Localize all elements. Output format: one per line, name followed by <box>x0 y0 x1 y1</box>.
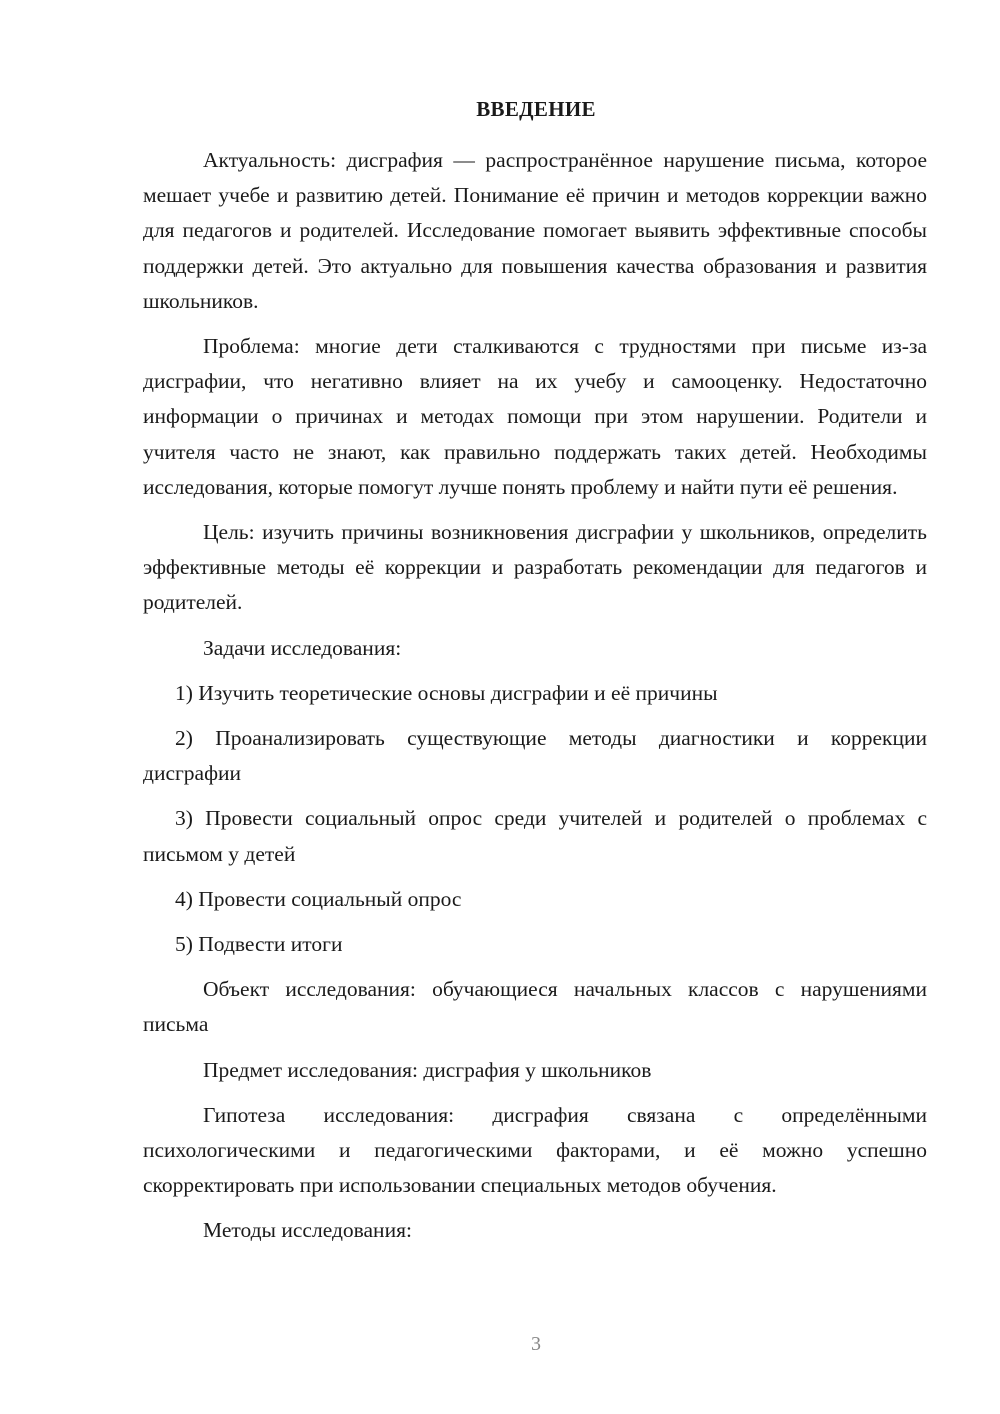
paragraph-goal: Цель: изучить причины возникновения дисграфии у школьников, определить эффективные методы её коррекции и разработать рекомендации для педагогов и родителей. <box>143 520 927 615</box>
paragraph-problem: Проблема: многие дети сталкиваются с трудностями при письме из-за дисграфии, что негативно влияет на их учебу и самооценку. Недостаточно информации о причинах и методах помощи при этом нарушении. Родители и учителя часто не знают, как правильно поддержать таких детей. Необходимы исследования, которые помогут лучше понять проблему и найти пути её решения. <box>143 334 927 499</box>
paragraph-object: Объект исследования: обучающиеся начальных классов с нарушениями письма <box>143 977 927 1037</box>
tasks-heading: Задачи исследования: <box>203 635 402 660</box>
paragraph-relevance: Актуальность: дисграфия — распространённое нарушение письма, которое мешает учебе и развитию детей. Понимание её причин и методов коррекции важно для педагогов и родителей. Исследование помогает выявить эффективные способы поддержки детей. Это актуально для повышения качества образования и развития школьников. <box>143 148 927 313</box>
page-number: 3 <box>531 1333 541 1355</box>
list-item: 1) Изучить теоретические основы дисграфии и её причины <box>175 680 718 705</box>
page-title: ВВЕДЕНИЕ <box>476 97 596 121</box>
methods-heading: Методы исследования: <box>203 1218 412 1243</box>
paragraph-hypothesis: Гипотеза исследования: дисграфия связана с определёнными психологическими и педагогическими факторами, и её можно успешно скорректировать при использовании специальных методов обучения. <box>143 1102 927 1198</box>
tasks-list <box>143 676 927 962</box>
paragraph-subject: Предмет исследования: дисграфия у школьников <box>203 1057 652 1082</box>
list-item: 3) Провести социальный опрос среди учителей и родителей о проблемах с письмом у детей <box>143 806 927 866</box>
list-item: 4) Провести социальный опрос <box>175 886 462 911</box>
list-item: 2) Проанализировать существующие методы диагностики и коррекции дисграфии <box>143 726 927 786</box>
body-text <box>143 143 927 1259</box>
list-item: 5) Подвести итоги <box>175 932 343 957</box>
